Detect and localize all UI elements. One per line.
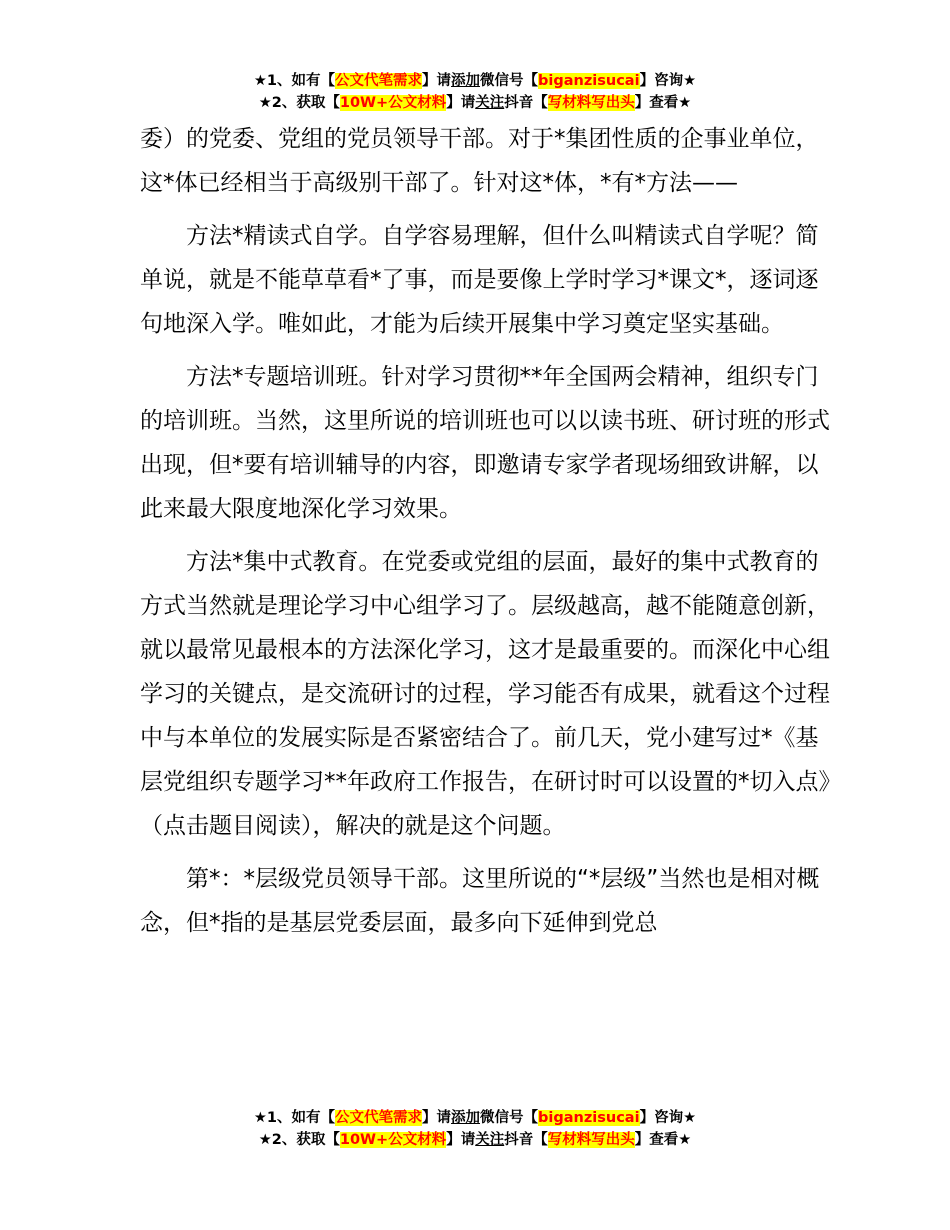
banner-text: 微信号【	[480, 1110, 539, 1126]
banner-text: 】查看★	[634, 95, 692, 111]
banner-highlight: biganzisucai	[538, 73, 640, 89]
banner-highlight: 写材料写出头	[547, 95, 635, 111]
paragraph-4: 第*：*层级党员领导干部。这里所说的“*层级”当然也是相对概念，但*指的是基层党委层面，最多向下延伸到党总	[140, 866, 820, 936]
banner-line-1	[0, 70, 950, 92]
banner-line-2	[0, 1129, 950, 1151]
banner-text: 】咨询★	[639, 1110, 697, 1126]
paragraph-2: 方法*专题培训班。针对学习贯彻**年全国两会精神，组织专门的培训班。当然，这里所说的培训班也可以以读书班、研讨班的形式出现，但*要有培训辅导的内容，即邀请专家学者现场细致讲解，以此来最大限度地深化学习效果。	[140, 364, 830, 522]
banner-text: 】请	[446, 1132, 476, 1148]
banner-underline: 添加	[451, 1110, 481, 1126]
banner-highlight: biganzisucai	[538, 1110, 640, 1126]
banner-text: 抖音【	[504, 1132, 548, 1148]
banner-underline: 关注	[475, 95, 505, 111]
header-banner	[0, 70, 950, 114]
banner-underline: 添加	[451, 73, 481, 89]
banner-text: 】请	[422, 73, 452, 89]
banner-text: ★1、如有【	[253, 1110, 336, 1126]
banner-text: 】查看★	[634, 1132, 692, 1148]
banner-text: 抖音【	[504, 95, 548, 111]
banner-line-2	[0, 92, 950, 114]
banner-highlight: 10W+公文材料	[339, 1132, 447, 1148]
banner-text: ★2、获取【	[258, 95, 340, 111]
banner-text: 】咨询★	[639, 73, 697, 89]
paragraph-3: 方法*集中式教育。在党委或党组的层面，最好的集中式教育的方式当然就是理论学习中心组学习了。层级越高，越不能随意创新，就以最常见最根本的方法深化学习，这才是最重要的。而深化中心组学习的关键点，是交流研讨的过程，学习能否有成果，就看这个过程中与本单位的发展实际是否紧密结合了。前几天，党小建写过*《基层党组织专题学习**年政府工作报告，在研讨时可以设置的*切入点》（点击题目阅读），解决的就是这个问题。	[140, 549, 830, 839]
banner-text: ★2、获取【	[258, 1132, 340, 1148]
banner-text: 微信号【	[480, 73, 539, 89]
banner-text: 】请	[446, 95, 476, 111]
paragraph-1: 方法*精读式自学。自学容易理解，但什么叫精读式自学呢？简单说，就是不能草草看*了事，而是要像上学时学习*课文*，逐词逐句地深入学。唯如此，才能为后续开展集中学习奠定坚实基础。	[140, 223, 819, 337]
banner-text: ★1、如有【	[253, 73, 336, 89]
banner-line-1	[0, 1107, 950, 1129]
banner-text: 】请	[422, 1110, 452, 1126]
document-body	[140, 117, 830, 945]
banner-highlight: 公文代笔需求	[335, 73, 423, 89]
banner-highlight: 10W+公文材料	[339, 95, 447, 111]
banner-underline: 关注	[475, 1132, 505, 1148]
banner-highlight: 公文代笔需求	[335, 1110, 423, 1126]
banner-highlight: 写材料写出头	[547, 1132, 635, 1148]
paragraph-0: 委）的党委、党组的党员领导干部。对于*集团性质的企事业单位，这*体已经相当于高级别干部了。针对这*体，*有*方法——	[140, 126, 819, 196]
footer-banner	[0, 1107, 950, 1151]
